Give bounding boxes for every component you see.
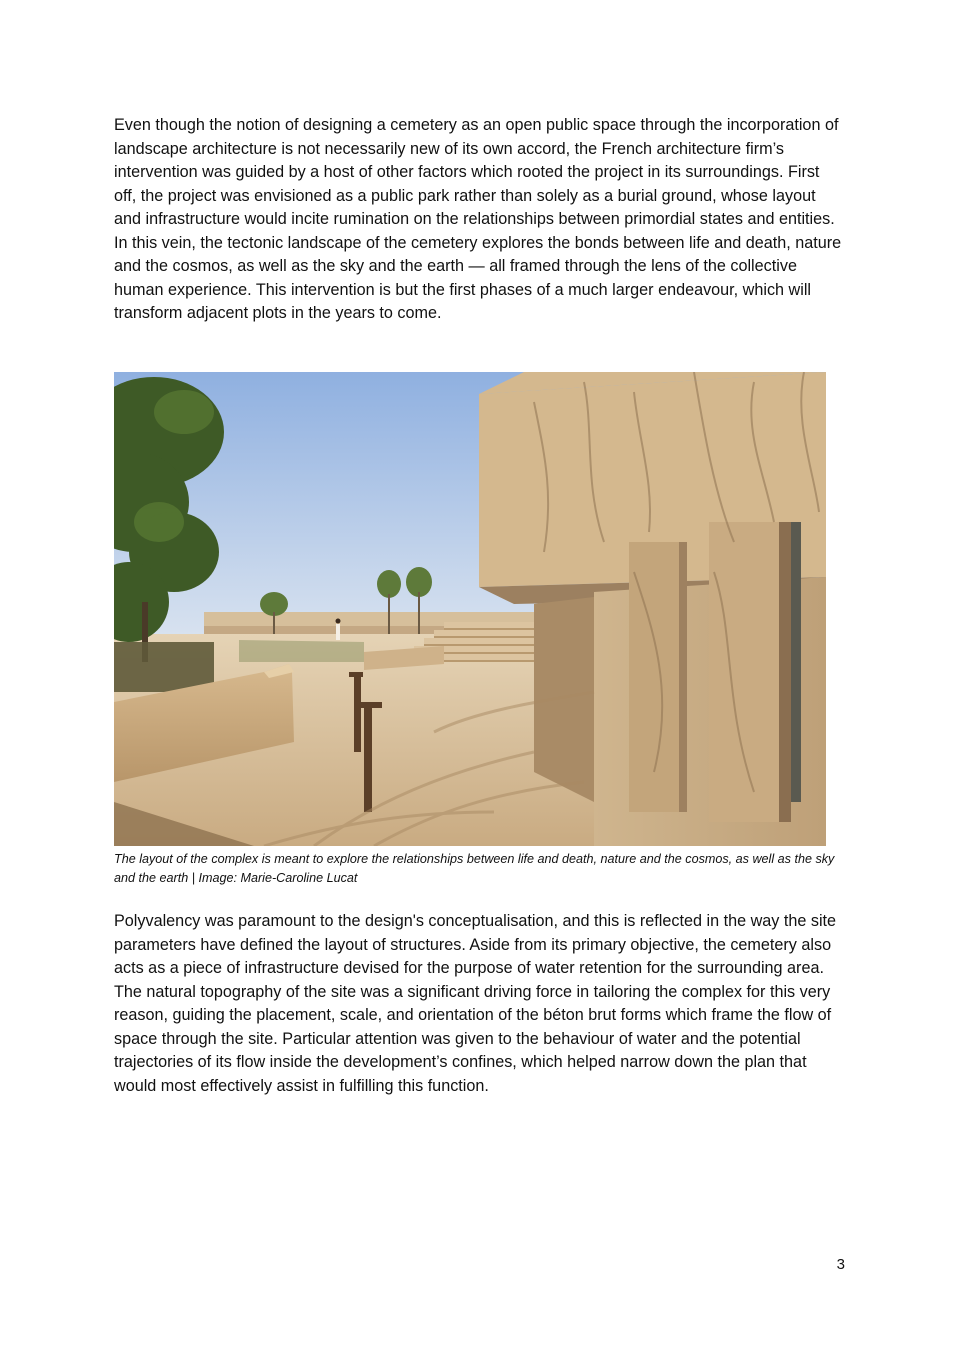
- cemetery-photo: [114, 372, 826, 846]
- figure-caption: The layout of the complex is meant to explore the relationships between life and death, nature and the cosmos, as well as the sky and the earth | Image: Marie-Caroline Lucat: [114, 852, 835, 885]
- body-paragraph-2: Polyvalency was paramount to the design's conceptualisation, and this is reflected in the way the site parameters have defined the layout of structures. Aside from its primary objective, the cemetery also acts as a piece of infrastructure devised for the purpose of water retention for the surrounding area. The natural topography of the site was a significant driving force in tailoring the complex for this very reason, guiding the placement, scale, and orientation of the béton brut forms which frame the flow of space through the site. Particular attention was given to the behaviour of water and the potential trajectories of its flow inside the development’s confines, which helped narrow down the plan that would most effectively assist in fulfilling this function.: [114, 912, 837, 1095]
- body-paragraph-1: Even though the notion of designing a cemetery as an open public space through the incorporation of landscape architecture is not necessarily new of its own accord, the French architecture firm’s intervention was guided by a host of other factors which rooted the project in its surroundings. First off, the project was envisioned as a public park rather than solely as a burial ground, whose layout and infrastructure would incite rumination on the relationships between primordial states and entities. In this vein, the tectonic landscape of the cemetery explores the bonds between life and death, nature and the cosmos, as well as the sky and the earth — all framed through the lens of the collective human experience. This intervention is but the first phases of a much larger endeavour, which will transform adjacent plots in the years to come.: [114, 116, 842, 322]
- page-number: 3: [836, 1256, 845, 1273]
